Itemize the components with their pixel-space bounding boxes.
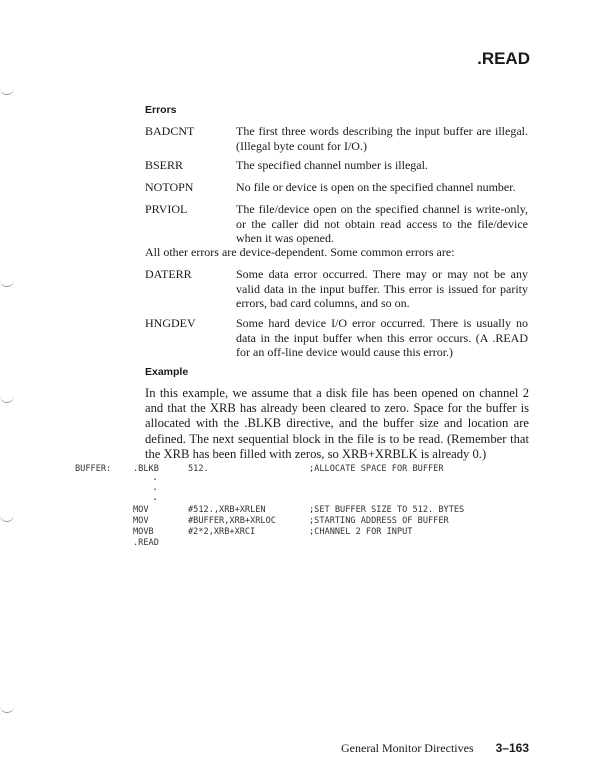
code-arg: #BUFFER,XRB+XRLOC — [188, 516, 276, 526]
error-description: The specified channel number is illegal. — [236, 158, 428, 172]
code-label: BUFFER: — [75, 464, 112, 474]
error-code: NOTOPN — [145, 180, 194, 194]
ellipsis-dot: . — [152, 472, 159, 483]
footer-section: General Monitor Directives — [341, 741, 474, 755]
code-comment: ;CHANNEL 2 FOR INPUT — [309, 527, 413, 537]
code-arg: #512.,XRB+XRLEN — [188, 505, 266, 515]
error-code: PRVIOL — [145, 202, 188, 216]
error-code: DATERR — [145, 267, 192, 281]
code-op: MOV — [133, 505, 149, 515]
code-arg: #2*2,XRB+XRCI — [188, 527, 256, 537]
code-comment: ;ALLOCATE SPACE FOR BUFFER — [309, 464, 444, 474]
error-description: Some hard device I/O error occurred. There is usually no data in the input buffer when this error occurs. (A .READ for an off-line device would cause this error.) — [236, 316, 528, 359]
code-op: MOVB — [133, 527, 154, 537]
margin-mark — [0, 88, 14, 95]
margin-mark — [0, 396, 14, 403]
margin-mark — [0, 706, 14, 713]
ellipsis-dot: . — [152, 482, 159, 493]
error-code: HNGDEV — [145, 316, 196, 330]
code-arg: 512. — [188, 464, 209, 474]
code-comment: ;STARTING ADDRESS OF BUFFER — [309, 516, 449, 526]
error-description: The first three words describing the input buffer are illegal. (Illegal byte count for I/O.) — [236, 124, 528, 153]
errors-heading: Errors — [145, 104, 177, 116]
error-code: BSERR — [145, 158, 184, 172]
example-heading: Example — [145, 366, 189, 378]
code-op: .BLKB — [133, 464, 159, 474]
code-op: .READ — [133, 538, 159, 548]
example-paragraph: In this example, we assume that a disk file has been opened on channel 2 and that the XRB has already been cleared to zero. Space for the buffer is allocated with the .BLKB directive, and the buffer size and location are defined. The next sequential block in the file is to be read. (Remember that the XRB has been filled with zeros, so XRB+XRBLK is already 0.) — [145, 386, 529, 461]
page-title: .READ — [477, 49, 530, 68]
margin-mark — [0, 515, 14, 522]
ellipsis-dot: . — [152, 492, 159, 503]
margin-mark — [0, 280, 14, 287]
error-description: The file/device open on the specified channel is write-only, or the caller did not obtain read access to the file/device when it was opened. — [236, 202, 528, 245]
errors-note: All other errors are device-dependent. Some common errors are: — [145, 245, 455, 259]
error-code: BADCNT — [145, 124, 195, 138]
error-description: Some data error occurred. There may or may not be any valid data in the input buffer. This error is issued for parity errors, bad card columns, and so on. — [236, 267, 528, 310]
code-op: MOV — [133, 516, 149, 526]
code-comment: ;SET BUFFER SIZE TO 512. BYTES — [309, 505, 465, 515]
error-description: No file or device is open on the specified channel number. — [236, 180, 516, 194]
page-number: 3–163 — [495, 741, 529, 755]
